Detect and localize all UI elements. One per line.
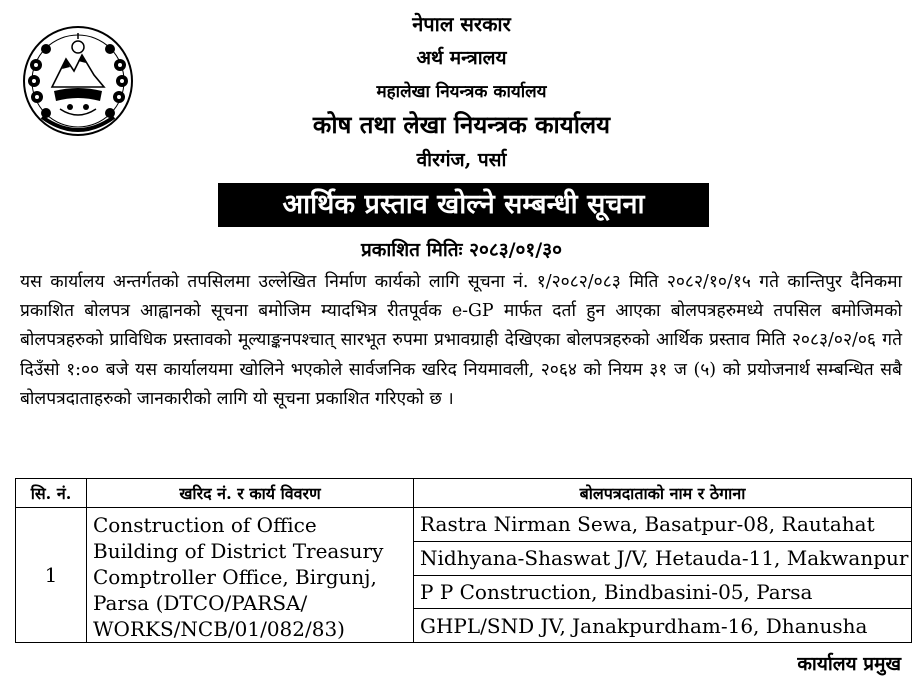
header-location: वीरगंज, पर्सा [416, 149, 507, 171]
header-office: कोष तथा लेखा नियन्त्रक कार्यालय [312, 110, 611, 139]
serial-number: 1 [16, 508, 87, 643]
header-serial: सि. नं. [16, 479, 87, 508]
table-header-row [16, 479, 912, 508]
bidder-cell: Nidhyana-Shaswat J/V, Hetauda-11, Makwanpur [414, 541, 912, 575]
bidder-cell: Rastra Nirman Sewa, Basatpur-08, Rautahat [414, 508, 912, 542]
header-ministry: अर्थ मन्त्रालय [416, 47, 507, 69]
notice-body: यस कार्यालय अन्तर्गतको तपसिलमा उल्लेखित निर्माण कार्यको लागि सूचना नं. १/२०८२/०८३ मिति २०८२/१०/१५ गते कान्तिपुर दैनिकमा प्रकाशित बोलपत्र आह्वानको सूचना बमोजिम म्यादभित्र रीतपूर्वक e-GP मार्फत दर्ता हुन आएका बोलपत्रहरुमध्ये तपसिल बमोजिमको बोलपत्रहरुको प्राविधिक प्रस्तावको मूल्याङ्कनपश्चात् सारभूत रुपमा प्रभावग्राही देखिएका बोलपत्रहरुको आर्थिक प्रस्ताव मिति २०८३/०२/०६ गते दिउँसो १:०० बजे यस कार्यालयमा खोलिने भएकोले सार्वजनिक खरिद नियमावली, २०६४ को नियम ३१ ज (५) को प्रयोजनार्थ सम्बन्धित सबै बोलपत्रदाताहरुको जानकारीको लागि यो सूचना प्रकाशित गरिएको छ । [20, 272, 902, 409]
table-row [16, 508, 912, 542]
bidder-cell: P P Construction, Bindbasini-05, Parsa [414, 575, 912, 609]
header-work: खरिद नं. र कार्य विवरण [87, 479, 414, 508]
tender-table [15, 478, 912, 643]
bidder-cell: GHPL/SND JV, Janakpurdham-16, Dhanusha [414, 609, 912, 643]
published-date: प्रकाशित मितिः २०८३/०१/३० [360, 239, 563, 261]
notice-title: आर्थिक प्रस्ताव खोल्ने सम्बन्धी सूचना [218, 183, 709, 227]
signature-office-chief: कार्यालय प्रमुख [797, 653, 901, 675]
header-bidder: बोलपत्रदाताको नाम र ठेगाना [414, 479, 912, 508]
header-department: महालेखा नियन्त्रक कार्यालय [376, 82, 547, 102]
header-government: नेपाल सरकार [412, 12, 511, 36]
work-description: Construction of Office Building of District Treasury Comptroller Office, Birgunj, Parsa (DTCO/PARSA/ WORKS/NCB/01/082/83) [87, 508, 414, 643]
